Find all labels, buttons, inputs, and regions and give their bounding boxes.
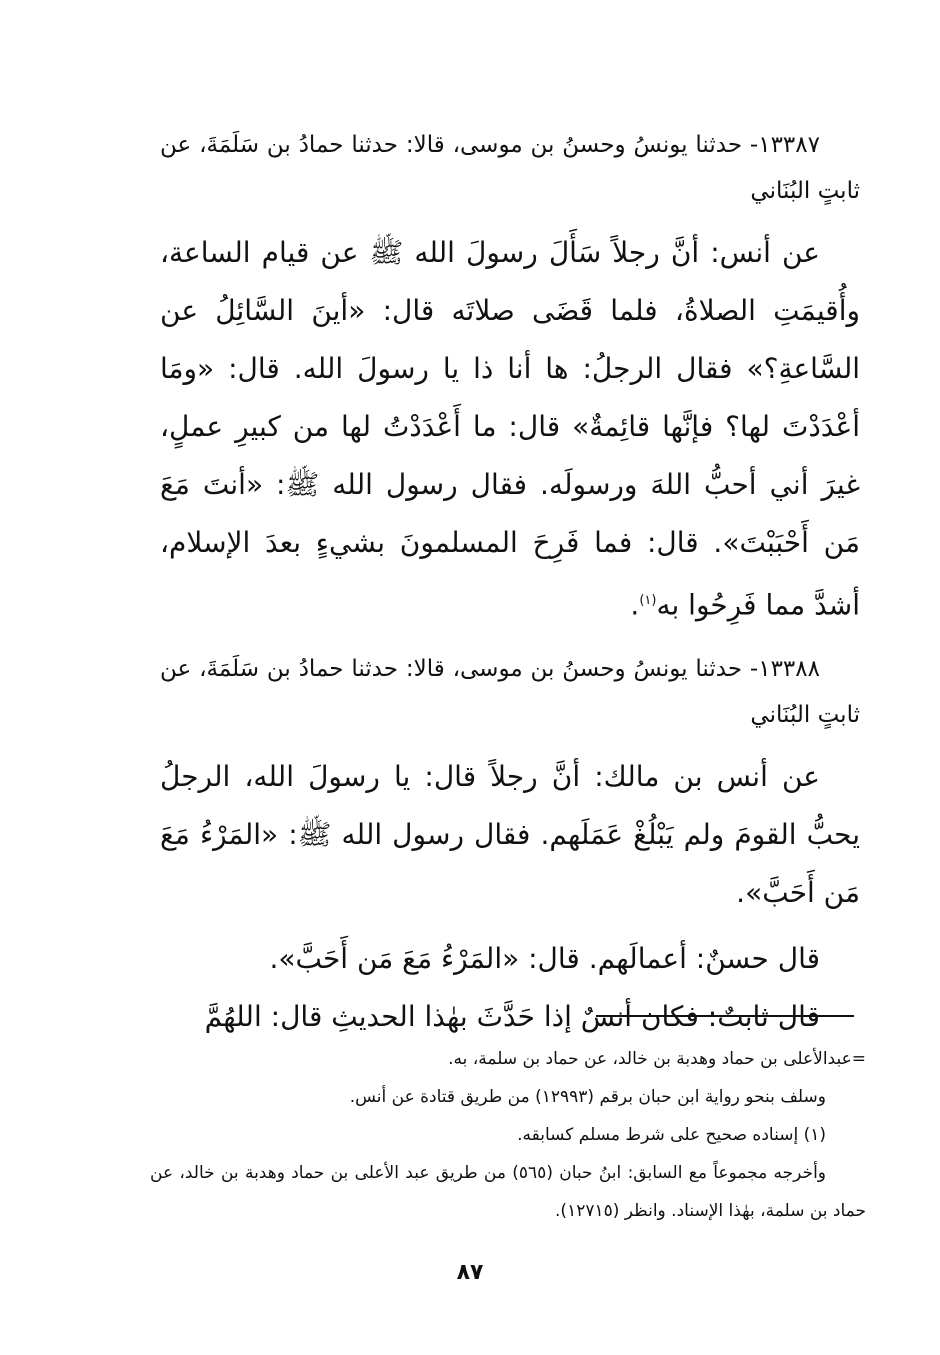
hadith-13387-isnad: ١٣٣٨٧- حدثنا يونسُ وحسنُ بن موسى، قالا: حدثنا حمادُ بن سَلَمَةَ، عن ثابتٍ البُنَاني xyxy=(160,132,860,204)
main-text xyxy=(160,122,860,1046)
footnote-1: (١) إسناده صحيح على شرط مسلم كسابقه. xyxy=(517,1125,826,1145)
hadith-13388-isnad: ١٣٣٨٨- حدثنا يونسُ وحسنُ بن موسى، قالا: حدثنا حمادُ بن سَلَمَةَ، عن ثابتٍ البُنَاني xyxy=(160,656,860,729)
footnote-separator xyxy=(596,1015,854,1017)
footnotes xyxy=(150,1040,866,1230)
footnote-ibn-hibban: وسلف بنحو رواية ابن حبان برقم (١٢٩٩٣) من طريق قتادة عن أنس. xyxy=(349,1087,826,1107)
footnote-marker[interactable]: (١) xyxy=(639,593,657,608)
footnote-takhrij: وأخرجه مجموعاً مع السابق: ابنُ حبان (٥٦٥) من طريق عبد الأعلى بن حماد وهدبة بن خالد، عن حماد بن سلمة، بهٰذا الإسناد. وانظر (١٢٧١٥). xyxy=(150,1163,866,1221)
hadith-13387-matn xyxy=(160,224,860,634)
hadith-13388-matn: عن أنس بن مالك: أنَّ رجلاً قال: يا رسولَ الله، الرجلُ يحبُّ القومَ ولم يَبْلُغْ عَمَلَهم. فقال رسول الله ﷺ: «المَرْءُ مَعَ مَن أَحَبَّ». xyxy=(160,760,860,910)
hadith-13388-thabit-comment: قال ثابتٌ: فكان أنسٌ إذا حَدَّثَ بهٰذا الحديثِ قال: اللهُمَّ xyxy=(204,1000,820,1034)
page-number: ٨٧ xyxy=(456,1260,484,1285)
footnote-continuation: =عبدالأعلى بن حماد وهدبة بن خالد، عن حماد بن سلمة، به. xyxy=(448,1049,866,1069)
hadith-13387-end: . xyxy=(630,588,640,622)
hadith-13388-hasan-comment: قال حسنٌ: أعمالَهم. قال: «المَرْءُ مَعَ مَن أَحَبَّ». xyxy=(269,942,820,976)
hadith-13387-body: عن أنس: أنَّ رجلاً سَأَلَ رسولَ الله ﷺ عن قيام الساعة، وأُقيمَتِ الصلاةُ، فلما قَضَى صلاتَه قال: «أينَ السَّائِلُ عن السَّاعةِ؟» فقال الرجلُ: ها أنا ذا يا رسولَ الله. قال: «ومَا أعْدَدْتَ لها؟ فإنَّها قائِمةٌ» قال: ما أَعْدَدْتُ لها من كبيرِ عملٍ، غيرَ أني أحبُّ اللهَ ورسولَه. فقال رسول الله ﷺ: «أنتَ مَعَ مَن أَحْبَبْتَ». قال: فما فَرِحَ المسلمونَ بشيءٍ بعدَ الإسلام، أشدَّ مما فَرِحُوا به xyxy=(160,236,860,622)
